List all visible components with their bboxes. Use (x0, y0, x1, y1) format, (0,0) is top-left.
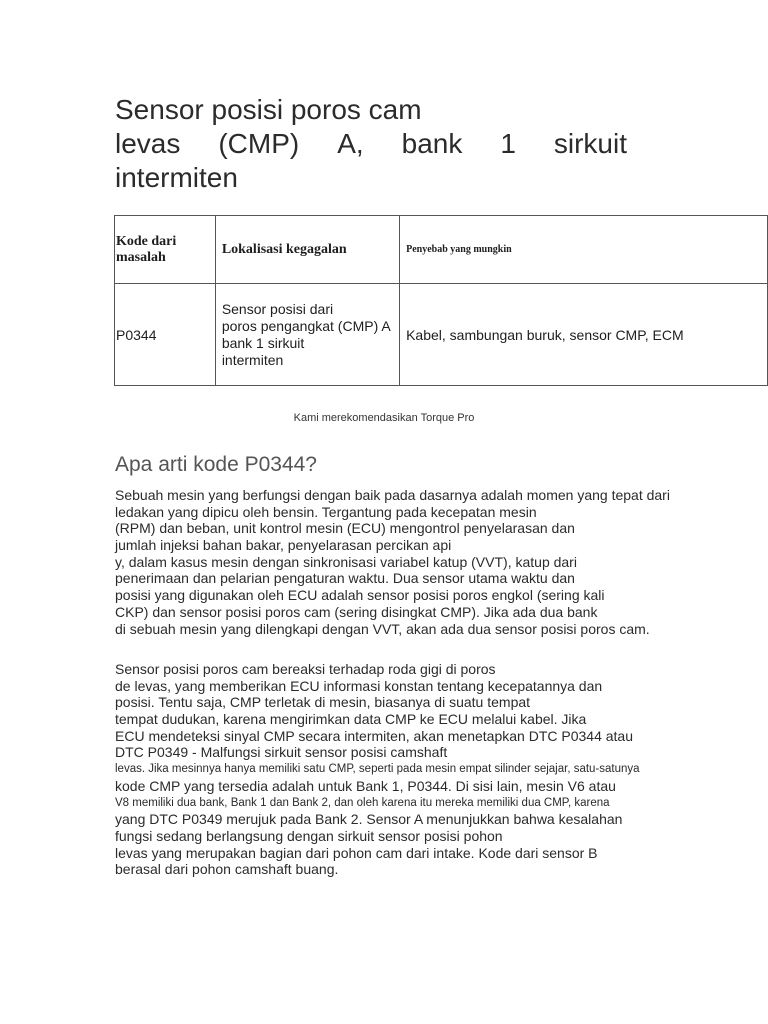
cell-localization (215, 284, 399, 386)
cell-causes: Kabel, sambungan buruk, sensor CMP, ECM (400, 284, 768, 386)
paragraph-line: DTC P0349 - Malfungsi sirkuit sensor posisi camshaft (115, 744, 448, 761)
recommendation-link[interactable]: Kami merekomendasikan Torque Pro (293, 412, 475, 424)
title-word: bank (401, 128, 463, 159)
paragraph-line: y, dalam kasus mesin dengan sinkronisasi variabel katup (VVT), katup dari (115, 553, 577, 570)
title-line-3: intermiten (115, 162, 238, 193)
title-word: 1 (500, 128, 516, 159)
paragraph-1 (115, 487, 690, 637)
paragraph-line: levas. Jika mesinnya hanya memiliki satu CMP, seperti pada mesin empat silinder sejajar, satu-satunya (115, 763, 640, 776)
paragraph-line: ledakan yang dipicu oleh bensin. Tergantung pada kecepatan mesin (115, 503, 537, 520)
paragraph-line: levas yang merupakan bagian dari pohon cam dari intake. Kode dari sensor B (115, 844, 598, 861)
section-heading: Apa arti kode P0344? (115, 453, 317, 476)
paragraph-line: jumlah injeksi bahan bakar, penyelarasan percikan api (115, 537, 452, 554)
paragraph-line: penerimaan dan pelarian pengaturan waktu. Dua sensor utama waktu dan (115, 570, 575, 587)
paragraph-line: Sensor posisi poros cam bereaksi terhadap roda gigi di poros (115, 661, 496, 677)
localization-line: poros pengangkat (CMP) A (221, 317, 391, 334)
table-row (115, 284, 768, 386)
title-line-2 (115, 127, 627, 161)
paragraph-line: ECU mendeteksi sinyal CMP secara intermiten, akan menetapkan DTC P0344 atau (115, 727, 633, 744)
paragraph-line: de levas, yang memberikan ECU informasi konstan tentang kecepatannya dan (115, 677, 603, 694)
paragraph-line: posisi. Tentu saja, CMP terletak di mesin, biasanya di suatu tempat (115, 694, 531, 711)
title-line-1: Sensor posisi poros cam (115, 94, 422, 125)
header-code: Kode dari masalah (115, 216, 216, 284)
paragraph-line: (RPM) dan beban, unit kontrol mesin (ECU) mengontrol penyelarasan dan (115, 520, 575, 537)
paragraph-line: kode CMP yang tersedia adalah untuk Bank 1, P0344. Di sisi lain, mesin V6 atau (115, 777, 616, 794)
header-localization: Lokalisasi kegagalan (215, 216, 399, 284)
paragraph-line: berasal dari pohon camshaft buang. (115, 861, 339, 878)
paragraph-line: V8 memiliki dua bank, Bank 1 dan Bank 2, dan oleh karena itu mereka memiliki dua CMP, karena (115, 796, 610, 809)
paragraph-line: di sebuah mesin yang dilengkapi dengan VVT, akan ada dua sensor posisi poros cam. (115, 620, 650, 637)
localization-line: Sensor posisi dari (221, 300, 334, 317)
paragraph-line: tempat dudukan, karena mengirimkan data CMP ke ECU melalui kabel. Jika (115, 711, 587, 728)
title-word: sirkuit (553, 128, 627, 159)
paragraph-line: Sebuah mesin yang berfungsi dengan baik pada dasarnya adalah momen yang tepat dari (115, 487, 670, 503)
paragraph-line: fungsi sedang berlangsung dengan sirkuit sensor posisi pohon (115, 827, 503, 844)
localization-line: intermiten (221, 351, 284, 368)
title-word: A, (337, 128, 364, 159)
title-word: levas (115, 128, 181, 159)
document-title (115, 93, 627, 195)
trouble-code-table (114, 215, 768, 386)
localization-line: bank 1 sirkuit (221, 334, 305, 351)
paragraph-line: CKP) dan sensor posisi poros cam (sering disingkat CMP). Jika ada dua bank (115, 603, 598, 620)
cell-code: P0344 (115, 284, 216, 386)
paragraph-2 (115, 661, 690, 878)
table-header-row (115, 216, 768, 284)
title-word: (CMP) (218, 128, 300, 159)
header-causes: Penyebab yang mungkin (400, 216, 768, 284)
paragraph-line: posisi yang digunakan oleh ECU adalah sensor posisi poros engkol (sering kali (115, 587, 605, 604)
paragraph-line: yang DTC P0349 merujuk pada Bank 2. Sensor A menunjukkan bahwa kesalahan (115, 811, 623, 828)
